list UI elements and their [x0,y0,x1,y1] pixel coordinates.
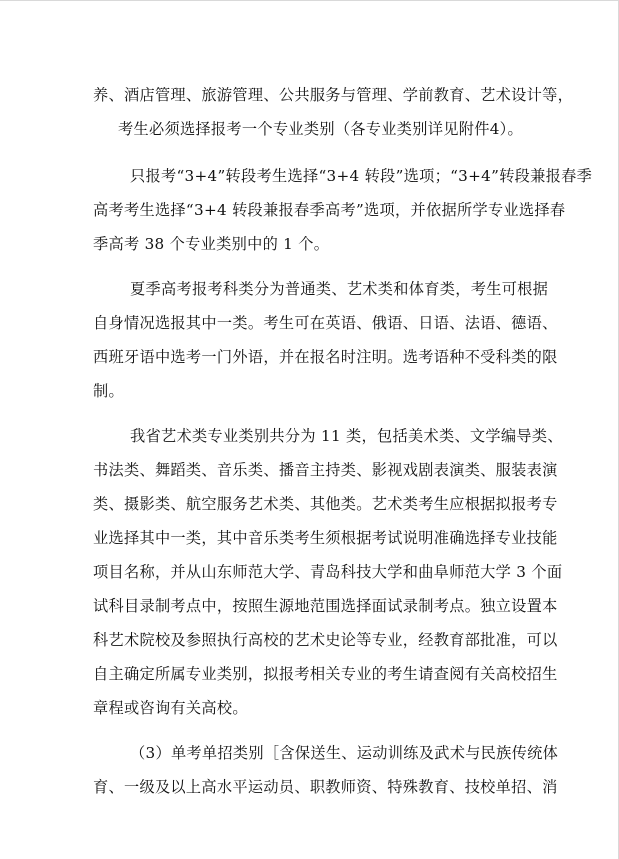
text-line: 自主确定所属专业类别，拟报考相关专业的考生请查阅有关高校招生 [93,665,558,683]
text-line: 高考考生选择“3+4 转段兼报春季高考”选项，并依据所学专业选择春 [93,201,566,219]
text-line: 养、酒店管理、旅游管理、公共服务与管理、学前教育、艺术设计等， [93,86,574,104]
text-line: 自身情况选报其中一类。考生可在英语、俄语、日语、法语、德语、 [93,314,558,332]
text-line: 只报考“3+4”转段考生选择“3+4 转段”选项；“3+4”转段兼报春季 [130,167,593,185]
text-line: 西班牙语中选考一门外语，并在报名时注明。选考语种不受科类的限 [93,348,558,366]
text-line: （3）单考单招类别［含保送生、运动训练及武术与民族传统体 [130,744,559,762]
text-line: 制。 [93,382,124,400]
text-line: 考生必须选择报考一个专业类别（各专业类别详见附件4）。 [118,120,524,138]
text-line: 项目名称，并从山东师范大学、青岛科技大学和曲阜师范大学 3 个面 [93,563,563,581]
text-line: 业选择其中一类，其中音乐类考生须根据考试说明准确选择专业技能 [93,529,558,547]
text-line: 试科目录制考点中，按照生源地范围选择面试录制考点。独立设置本 [93,597,558,615]
text-line: 类、摄影类、航空服务艺术类、其他类。艺术类考生应根据拟报考专 [93,495,558,513]
text-line: 章程或咨询有关高校。 [93,699,248,717]
text-line: 书法类、舞蹈类、音乐类、播音主持类、影视戏剧表演类、服装表演 [93,461,558,479]
text-line: 科艺术院校及参照执行高校的艺术史论等专业，经教育部批准，可以 [93,631,558,649]
text-line: 育、一级及以上高水平运动员、职教师资、特殊教育、技校单招、消 [93,778,558,796]
text-line: 我省艺术类专业类别共分为 11 类，包括美术类、文学编导类、 [130,427,563,445]
text-line: 季高考 38 个专业类别中的 1 个。 [93,235,330,253]
text-line: 夏季高考报考科类分为普通类、艺术类和体育类，考生可根据 [130,280,549,298]
